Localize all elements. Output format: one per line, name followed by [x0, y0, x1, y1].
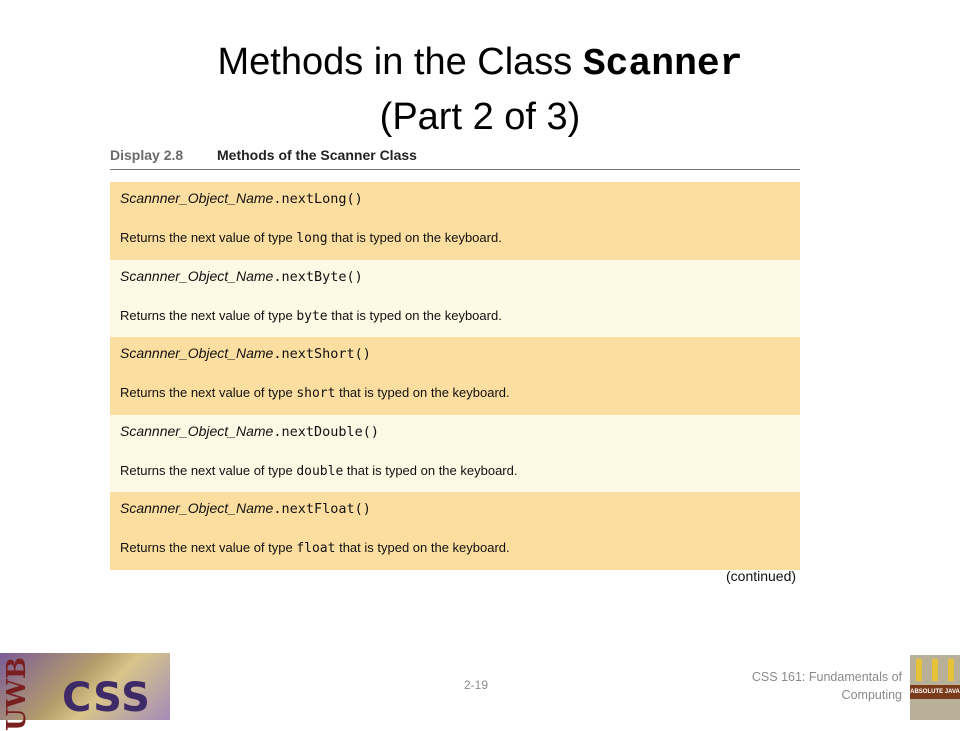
method-description — [120, 385, 510, 401]
logo-uwb-text: UWB — [2, 657, 32, 731]
absolute-java-book-icon — [910, 655, 960, 720]
method-description — [120, 308, 502, 324]
object-name: Scannner_Object_Name — [120, 422, 274, 439]
desc-text: that is typed on the keyboard. — [327, 307, 502, 323]
method-row — [110, 182, 800, 260]
desc-text: Returns the next value of type — [120, 307, 297, 323]
display-number: Display 2.8 — [110, 147, 184, 163]
desc-text: that is typed on the keyboard. — [335, 540, 510, 555]
desc-text: Returns the next value of type — [120, 462, 297, 478]
desc-text: Returns the next value of type — [120, 540, 297, 555]
type-keyword: short — [296, 386, 336, 401]
title-line-1 — [0, 36, 960, 91]
type-keyword: double — [296, 463, 344, 479]
method-name: .nextDouble() — [273, 423, 379, 440]
course-footer: CSS 161: Fundamentals of Computing — [751, 670, 902, 702]
method-name: .nextFloat() — [273, 501, 371, 517]
method-description — [120, 230, 502, 246]
type-keyword: float — [296, 541, 336, 556]
method-name: .nextByte() — [273, 268, 363, 285]
method-row — [110, 415, 800, 493]
display-header — [110, 145, 800, 170]
method-name: .nextLong() — [273, 191, 363, 207]
book-band — [910, 685, 960, 699]
desc-text: that is typed on the keyboard. — [327, 230, 502, 245]
method-row — [110, 492, 800, 570]
method-row — [110, 337, 800, 415]
book-pillar — [948, 659, 954, 681]
object-name: Scannner_Object_Name — [120, 267, 274, 284]
method-name: .nextShort() — [273, 346, 371, 362]
method-signature — [120, 423, 379, 440]
type-keyword: long — [296, 231, 328, 246]
display-caption: Methods of the Scanner Class — [217, 147, 417, 163]
uwb-css-logo — [0, 653, 170, 731]
methods-table — [110, 182, 800, 570]
logo-css-text: CSS — [62, 675, 151, 721]
object-name: Scannner_Object_Name — [120, 345, 274, 361]
title-prefix: Methods in the Class — [217, 41, 583, 83]
book-pillar — [916, 659, 922, 681]
desc-text: Returns the next value of type — [120, 385, 297, 400]
page-number: 2-19 — [464, 678, 489, 692]
method-description — [120, 540, 510, 556]
title-code: Scanner — [582, 43, 743, 86]
type-keyword: byte — [296, 308, 328, 324]
desc-text: Returns the next value of type — [120, 230, 297, 245]
method-signature — [120, 268, 363, 285]
method-signature — [120, 500, 371, 517]
method-signature — [120, 345, 371, 362]
slide-title — [0, 36, 960, 143]
book-pillar — [932, 659, 938, 681]
title-line-2: (Part 2 of 3) — [379, 96, 581, 138]
desc-text: that is typed on the keyboard. — [343, 462, 518, 478]
method-signature — [120, 190, 363, 207]
method-description — [120, 463, 517, 479]
object-name: Scannner_Object_Name — [120, 190, 274, 206]
continued-note: (continued) — [726, 568, 797, 584]
book-label: ABSOLUTE JAVA — [910, 689, 960, 695]
method-row — [110, 260, 800, 338]
object-name: Scannner_Object_Name — [120, 500, 274, 516]
desc-text: that is typed on the keyboard. — [335, 385, 510, 400]
